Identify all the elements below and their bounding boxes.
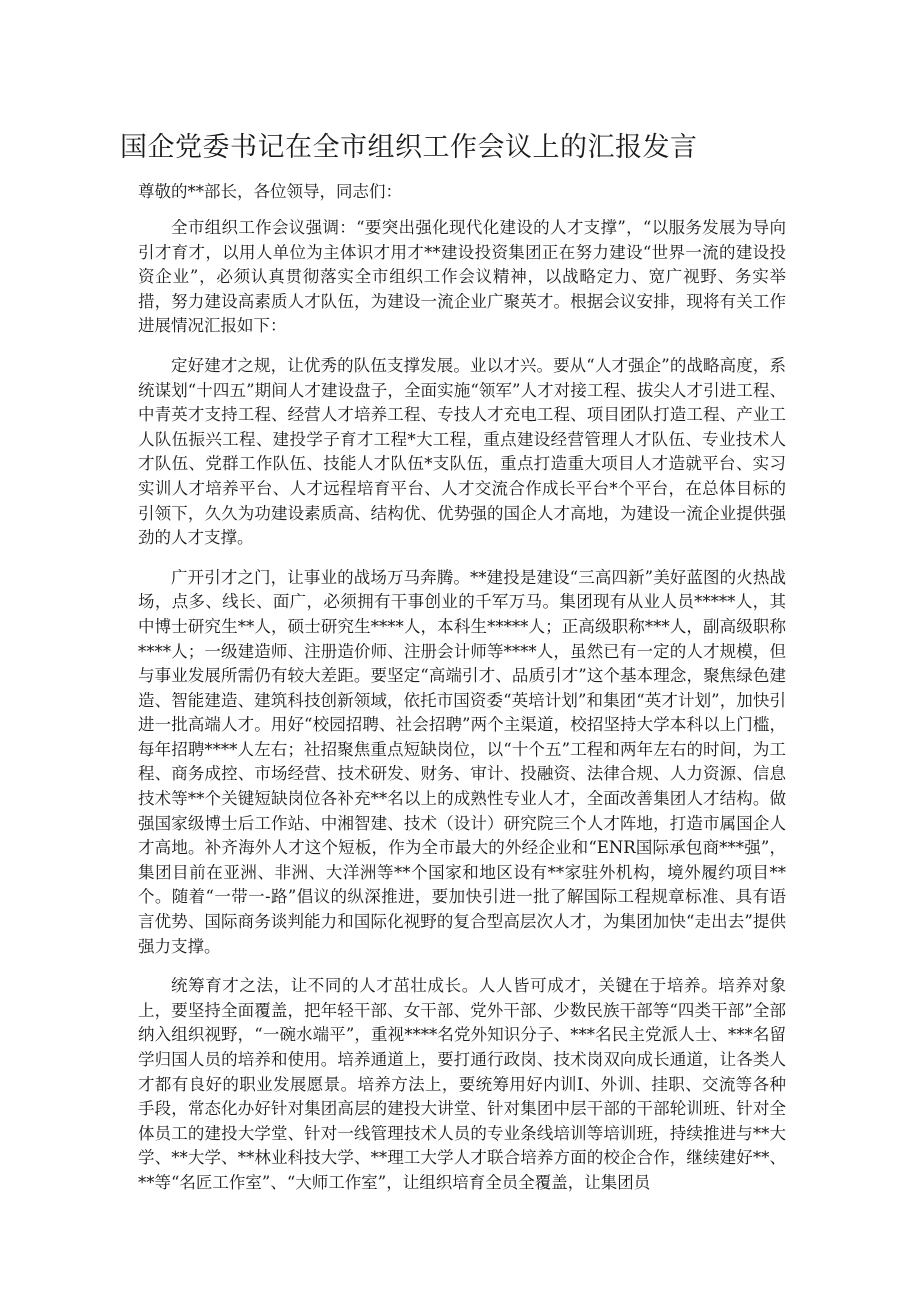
document-title: 国企党委书记在全市组织工作会议上的汇报发言: [120, 132, 698, 163]
paragraph-talent-recruitment: 广开引才之门，让事业的战场万马奔腾。**建投是建设“三高四新”美好蓝图的火热战场，点多、线长、面广，必须拥有干事创业的千军万马。集团现有从业人员*****人，其中博士研究生**人，硕士研究生****人，本科生*****人；正高级职称***人，副高级职称****人；一级建造师、注册造价师、注册会计师等****人，虽然已有一定的人才规模，但与事业发展所需仍有较大差距。要坚定“高端引才、品质引才”这个基本理念，聚焦绿色建造、智能建造、建筑科技创新领域，依托市国资委“英培计划”和集团“英才计划”，加快引进一批高端人才。用好“校园招聘、社会招聘”两个主渠道，校招坚持大学本科以上门槛，每年招聘****人左右；社招聚焦重点短缺岗位，以“十个五”工程和两年左右的时间，为工程、商务成控、市场经营、技术研发、财务、审计、投融资、法律合规、人力资源、信息技术等**个关键短缺岗位各补充**名以上的成熟性专业人才，全面改善集团人才结构。做强国家级博士后工作站、中湘智建、技术（设计）研究院三个人才阵地，打造市属国企人才高地。补齐海外人才这个短板，作为全市最大的外经企业和“ENR国际承包商***强”，集团目前在亚洲、非洲、大洋洲等**个国家和地区设有**家驻外机构，境外履约项目**个。随着“一带一-路”倡议的纵深推进，要加快引进一批了解国际工程规章标准、具有语言优势、国际商务谈判能力和国际化视野的复合型高层次人才，为集团加快“走出去”提供强力支撑。: [138, 567, 786, 956]
paragraph-talent-plan: 定好建才之规，让优秀的队伍支撑发展。业以才兴。要从“人才强企”的战略高度，系统谋划“十四五”期间人才建设盘子，全面实施“领军”人才对接工程、拔尖人才引进工程、中青英才支持工程、经营人才培养工程、专技人才充电工程、项目团队打造工程、产业工人队伍振兴工程、建投学子育才工程*大工程，重点建设经营管理人才队伍、专业技术人才队伍、党群工作队伍、技能人才队伍*支队伍，重点打造重大项目人才造就平台、实习实训人才培养平台、人才远程培育平台、人才交流合作成长平台*个平台，在总体目标的引领下，久久为功建设素质高、结构优、优势强的国企人才高地，为建设一流企业提供强劲的人才支撑。: [138, 355, 786, 548]
paragraph-intro: 全市组织工作会议强调：“要突出强化现代化建设的人才支撑”，“以服务发展为导向引才育才，以用人单位为主体识才用才**建设投资集团正在努力建设“世界一流的建设投资企业”，必须认真贯彻落实全市组织工作会议精神，以战略定力、宽广视野、务实举措，努力建设高素质人才队伍，为建设一流企业广聚英才。根据会议安排，现将有关工作进展情况汇报如下：: [138, 218, 786, 336]
document-body: [138, 180, 786, 1211]
paragraph-talent-cultivation: 统筹育才之法，让不同的人才茁壮成长。人人皆可成才，关键在于培养。培养对象上，要坚持全面覆盖，把年轻干部、女干部、党外干部、少数民族干部等“四类干部”全部纳入组织视野，“一碗水端平”，重视****名党外知识分子、***名民主党派人士、***名留学归国人员的培养和使用。培养通道上，要打通行政岗、技术岗双向成长通道，让各类人才都有良好的职业发展愿景。培养方法上，要统筹用好内训Ⅰ、外训、挂职、交流等各种手段，常态化办好针对集团高层的建投大讲堂、针对集团中层干部的干部轮训班、针对全体员工的建投大学堂、针对一线管理技术人员的专业条线培训等培训班，持续推进与**大学、**大学、**林业科技大学、**理工大学人才联合培养方面的校企合作，继续建好**、**等“名匠工作室”、“大师工作室”，让组织培育全员全覆盖，让集团员: [138, 976, 786, 1192]
salutation: 尊敬的**部长，各位领导，同志们：: [138, 182, 402, 201]
